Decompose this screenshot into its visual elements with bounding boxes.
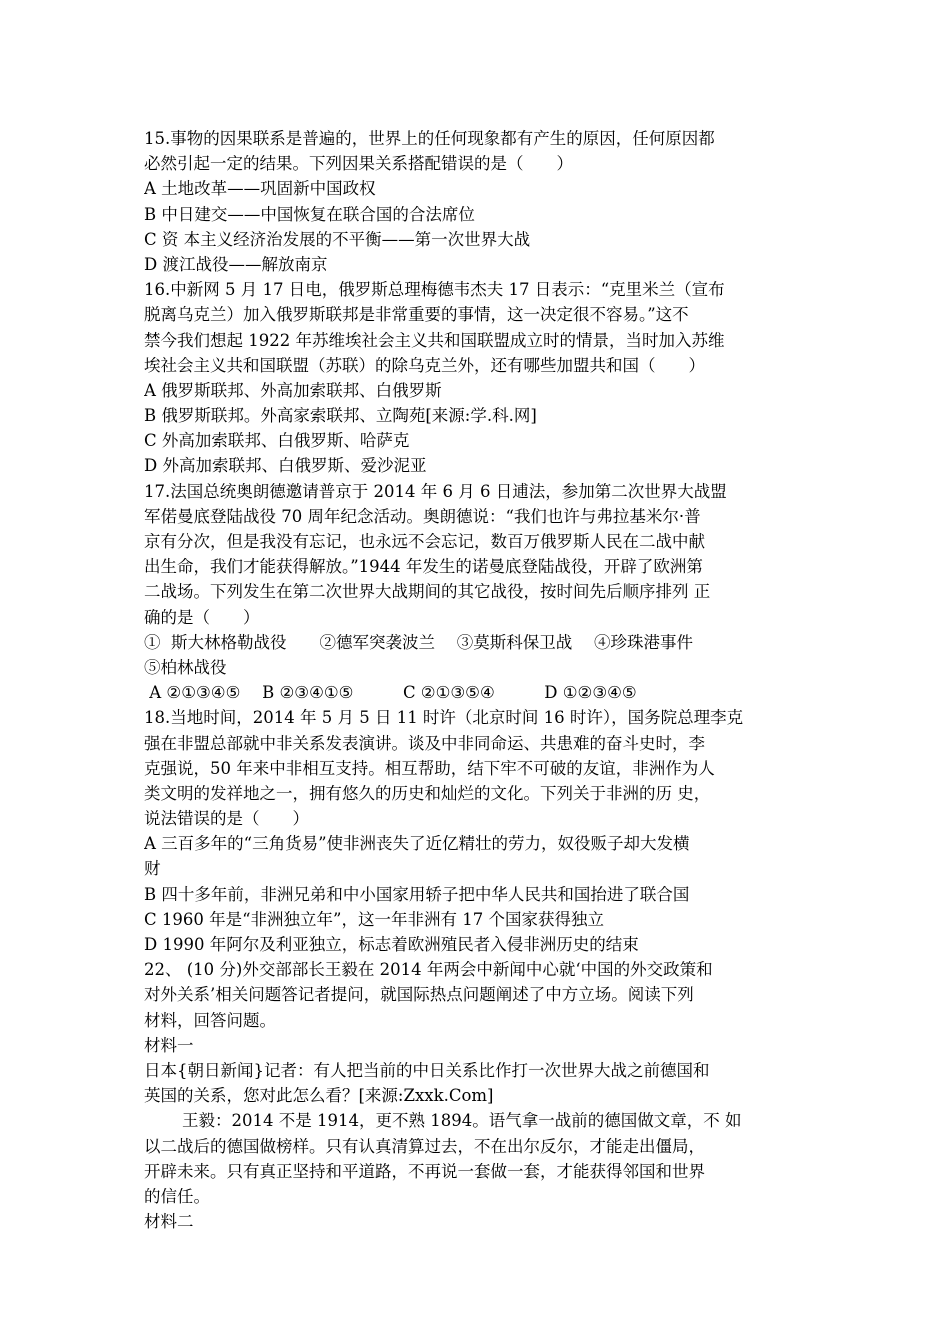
q22-line-3: 材料，回答问题。	[144, 1010, 276, 1030]
q17-options: A ②①③④⑤ B ②③④①⑤ C ②①③⑤④ D ①②③④⑤	[144, 683, 637, 703]
document-page	[144, 126, 810, 1234]
q18-line-4: 类文明的发祥地之一，拥有悠久的历史和灿烂的文化。下列关于非洲的历 史，	[144, 783, 711, 803]
q18-line-3: 克强说，50 年来中非相互支持。相互帮助，结下牢不可破的友谊，非洲作为人	[144, 758, 715, 778]
q17-line-1: 17.法国总统奥朗德邀请普京于 2014 年 6 月 6 日逋法，参加第二次世界大战盟	[144, 481, 727, 501]
material-1-line-6: 的信任。	[144, 1186, 210, 1206]
material-1-line-5: 开辟未来。只有真正坚持和平道路，不再说一套做一套，才能获得邻国和世界	[144, 1161, 705, 1181]
q22-line-1: 22、 (10 分)外交部部长王毅在 2014 年两会中新闻中心就‘中国的外交政策和	[144, 960, 713, 980]
q18-line-5: 说法错误的是（ ）	[144, 809, 309, 829]
q15-option-a: A 土地改革——巩固新中国政权	[144, 179, 376, 199]
q16-line-2: 脱离乌克兰）加入俄罗斯联邦是非常重要的事情，这一决定很不容易。”这不	[144, 305, 689, 325]
q16-line-1: 16.中新网 5 月 17 日电，俄罗斯总理梅德韦杰夫 17 日表示：“克里米兰（宣布	[144, 280, 725, 300]
q18-option-b: B 四十多年前，非洲兄弟和中小国家用轿子把中华人民共和国抬进了联合国	[144, 884, 690, 904]
q18-line-2: 强在非盟总部就中非关系发表演讲。谈及中非同命运、共患难的奋斗史时，李	[144, 733, 705, 753]
q17-line-5: 二战场。下列发生在第二次世界大战期间的其它战役，按时间先后顺序排列 正	[144, 582, 711, 602]
q15-option-c: C 资 本主义经济治发展的不平衡——第一次世界大战	[144, 229, 531, 249]
q16-option-a: A 俄罗斯联邦、外高加索联邦、白俄罗斯	[144, 380, 442, 400]
q15-option-b: B 中日建交——中国恢复在联合国的合法席位	[144, 204, 475, 224]
material-1-line-2: 英国的关系，您对此怎么看？[来源:Zxxk.Com]	[144, 1086, 494, 1106]
q16-option-b: B 俄罗斯联邦。外高家索联邦、立陶苑[来源:学.科.网]	[144, 406, 537, 426]
q15-line-1: 15.事物的因果联系是普遍的，世界上的任何现象都有产生的原因，任何原因都	[144, 129, 715, 148]
q18-line-1: 18.当地时间，2014 年 5 月 5 日 11 时许（北京时间 16 时许），国务院总理李克	[144, 708, 744, 728]
q17-items-line-2: ⑤柏林战役	[144, 657, 227, 677]
q17-items-line-1: ① 斯大林格勒战役 ②德军突袭波兰 ③莫斯科保卫战 ④珍珠港事件	[144, 632, 693, 652]
q18-option-d: D 1990 年阿尔及利亚独立，标志着欧洲殖民者入侵非洲历史的结束	[144, 935, 639, 954]
q18-option-c: C 1960 年是“非洲独立年”，这一年非洲有 17 个国家获得独立	[144, 909, 604, 929]
material-1-heading: 材料一	[144, 1035, 194, 1055]
q22-line-2: 对外关系’相关问题答记者提问，就国际热点问题阐述了中方立场。阅读下列	[144, 985, 694, 1005]
q17-line-6: 确的是（ ）	[144, 607, 260, 627]
q16-option-c: C 外高加索联邦、白俄罗斯、哈萨克	[144, 431, 410, 451]
q15-line-2: 必然引起一定的结果。下列因果关系搭配错误的是（ ）	[144, 154, 573, 174]
material-1-line-1: 日本{朝日新闻}记者：有人把当前的中日关系比作打一次世界大战之前德国和	[144, 1060, 710, 1080]
q18-option-a-line-2: 财	[144, 859, 161, 879]
q17-line-4: 出生命，我们才能获得解放。”1944 年发生的诺曼底登陆战役，开辟了欧洲第	[144, 557, 703, 577]
q17-line-2: 军偌曼底登陆战役 70 周年纪念活动。奥朗德说：“我们也许与弗拉基米尔·普	[144, 506, 701, 526]
q16-line-3: 禁今我们想起 1922 年苏维埃社会主义共和国联盟成立时的情景，当时加入苏维	[144, 330, 725, 350]
q18-option-a-line-1: A 三百多年的“三角货易”使非洲丧失了近亿精壮的劳力，奴役贩子却大发横	[144, 834, 690, 854]
material-1-line-3: 王毅：2014 不是 1914，更不熟 1894。语气拿一战前的德国做文章，不 如	[182, 1111, 742, 1131]
q17-line-3: 京有分次，但是我没有忘记，也永远不会忘记，数百万俄罗斯人民在二战中献	[144, 532, 705, 551]
material-1-line-4: 以二战后的德国做榜样。只有认真清算过去，不在出尔反尔，才能走出僵局，	[144, 1136, 705, 1156]
material-2-heading: 材料二	[144, 1212, 194, 1232]
q16-line-4: 埃社会主义共和国联盟（苏联）的除乌克兰外，还有哪些加盟共和国（ ）	[144, 355, 705, 375]
q16-option-d: D 外高加索联邦、白俄罗斯、爱沙泥亚	[144, 456, 427, 476]
q15-option-d: D 渡江战役——解放南京	[144, 254, 328, 274]
